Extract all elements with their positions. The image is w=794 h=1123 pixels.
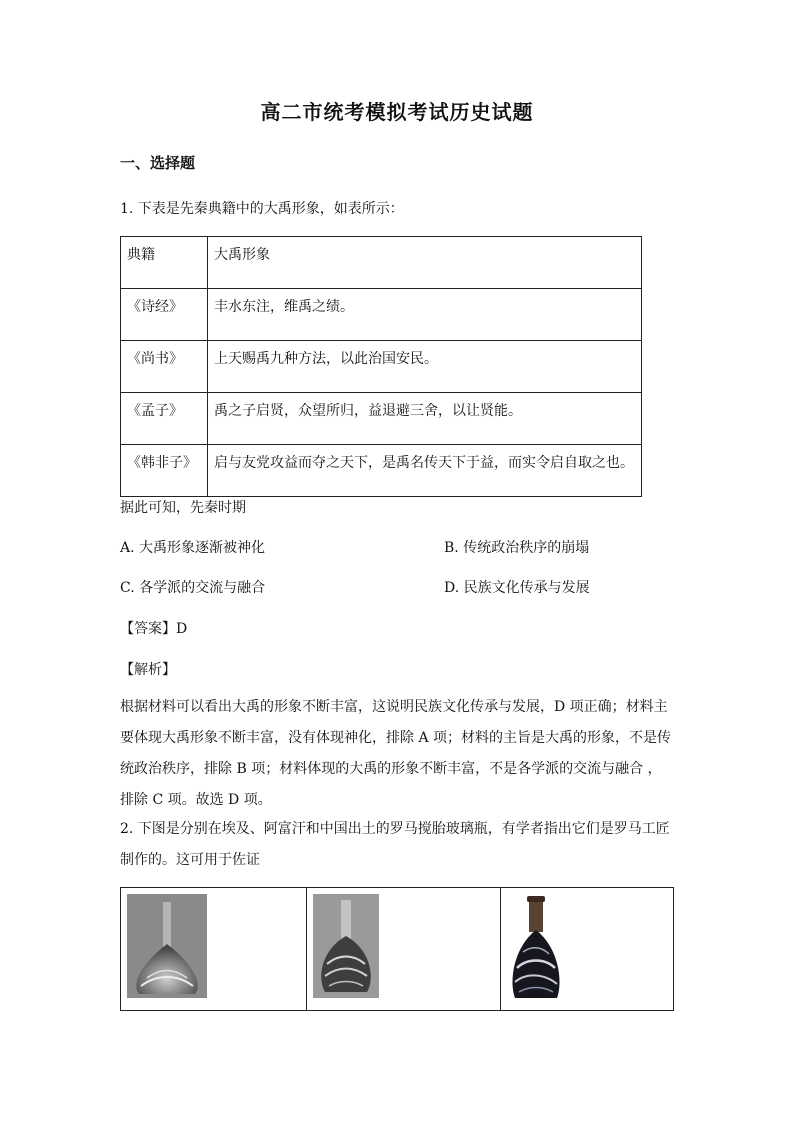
option-d: D. 民族文化传承与发展 bbox=[444, 580, 590, 596]
table-cell: 《孟子》 bbox=[121, 393, 208, 445]
table-cell: 丰水东注，维禹之绩。 bbox=[208, 289, 642, 341]
table-cell: 启与友党攻益而夺之天下，是禹名传天下于益，而实令启自取之也。 bbox=[208, 445, 642, 497]
table-header-cell: 大禹形象 bbox=[208, 237, 642, 289]
table-cell: 《诗经》 bbox=[121, 289, 208, 341]
table-header-cell: 典籍 bbox=[121, 237, 208, 289]
glass-bottle-china-image bbox=[507, 894, 565, 1004]
table-row bbox=[121, 393, 642, 445]
table-cell bbox=[307, 888, 501, 1011]
glass-bottle-afghanistan-image bbox=[313, 894, 379, 998]
table-cell: 《尚书》 bbox=[121, 341, 208, 393]
option-a: A. 大禹形象逐渐被神化 bbox=[120, 540, 266, 556]
table-cell: 禹之子启贤，众望所归，益退避三舍，以让贤能。 bbox=[208, 393, 642, 445]
section-heading: 一、选择题 bbox=[120, 154, 196, 172]
option-c: C. 各学派的交流与融合 bbox=[120, 580, 266, 596]
table-row bbox=[121, 289, 642, 341]
table-cell bbox=[501, 888, 674, 1011]
table-cell bbox=[121, 888, 307, 1011]
table-row bbox=[121, 888, 674, 1011]
question-1-lead: 据此可知，先秦时期 bbox=[120, 500, 246, 516]
answer-line: 【答案】D bbox=[120, 621, 188, 637]
page-title: 高二市统考模拟考试历史试题 bbox=[260, 100, 534, 124]
table-row bbox=[121, 445, 642, 497]
option-b: B. 传统政治秩序的崩塌 bbox=[444, 540, 590, 556]
table-cell: 上天赐禹九种方法，以此治国安民。 bbox=[208, 341, 642, 393]
analysis-text: 根据材料可以看出大禹的形象不断丰富，这说明民族文化传承与发展，D 项正确；材料主要体现大禹形象不断丰富，没有体现神化，排除 A 项；材料的主旨是大禹的形象，不是传统政治秩序，排除 B 项；材料体现的大禹的形象不断丰富，不是各学派的交流与融合 ，排除 C 项。故选 D 项。 bbox=[120, 699, 672, 808]
question-2-stem: 2. 下图是分别在埃及、阿富汗和中国出土的罗马搅胎玻璃瓶，有学者指出它们是罗马工匠制作的。这可用于佐证 bbox=[120, 821, 670, 868]
question-1-stem: 1. 下表是先秦典籍中的大禹形象，如表所示： bbox=[120, 201, 404, 217]
analysis-label: 【解析】 bbox=[120, 662, 176, 678]
glass-bottle-egypt-image bbox=[127, 894, 207, 998]
table-row bbox=[121, 341, 642, 393]
bottle-image-table bbox=[120, 887, 674, 1011]
classics-table bbox=[120, 236, 642, 497]
table-row bbox=[121, 237, 642, 289]
table-cell: 《韩非子》 bbox=[121, 445, 208, 497]
